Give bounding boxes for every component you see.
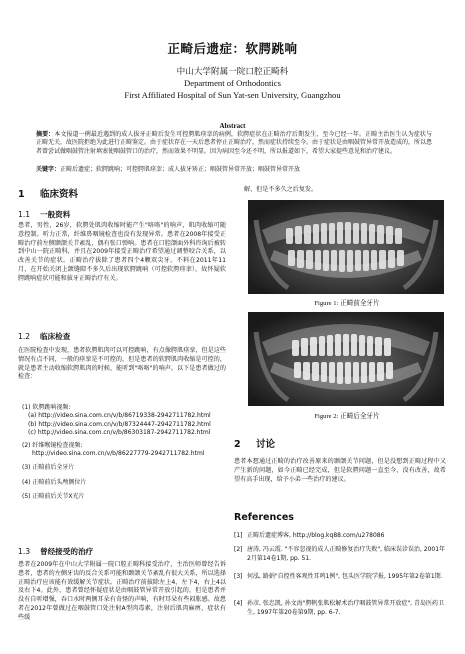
- abstract-heading: Abstract: [219, 122, 246, 130]
- affiliation-cn: 中山大学附属一院口腔正畸科: [176, 66, 289, 76]
- figure-2-caption: Figure 2: 正畸后全牙片: [314, 413, 380, 420]
- laryngoscope-video-link[interactable]: http://video.sina.com.cn/v/b/86227779-2942711782.html: [32, 450, 205, 458]
- list-item: (5) 正畸前后关节X光片: [22, 493, 85, 501]
- figure-1-xray: [248, 200, 444, 294]
- subsection-heading-1-1: 1.1 一般资料: [18, 210, 71, 219]
- references-heading: References: [234, 512, 294, 523]
- panoramic-xray-image: [248, 200, 444, 294]
- treatment-paragraph: 患者在2009年在中山大学附属一院口腔正畸科接受治疗，主治医师曾经告诉患者，患者的左侧牙齿的反合关系可能和颞颌关节紊乱有很大关系，所以选择正畸治疗应该能有效缓解关节症状。正畸治疗前拔除左上4、左下4，右上4以及右下4。此外，患者曾经怀疑症状是由咽鼓管异常开放引起的，但是患者并没有自听增强，吞口水时两侧耳朵有奇怪的声响，有时耳朵有些闷胀感。故患者在2012年曾做过在咽鼓管口处注射A型肉毒素，注射后肌肉麻痹，症状有些缓: [18, 561, 226, 621]
- hospital-en: First Affiliated Hospital of Sun Yat-sen University, Guangzhou: [124, 90, 341, 100]
- subsection-heading-1-3: 1.3 曾经接受的治疗: [18, 547, 94, 556]
- paper-title: 正畸后遗症：软腭跳响: [167, 41, 298, 56]
- clinical-exam-paragraph: 在医院检查中发现，患者软腭肌肉可以可控跳响，有点像腭肌痉挛，但是这些情况有点不同，一般的痉挛是不可控的，但是患者的软腭肌肉收缩是可控的，就是患者主动收缩软腭肌肉的时候，能听到"咯咯"的响声。以下是患者做过的检查：: [18, 347, 226, 381]
- reference-item: [4] 孙彦, 张忠凯, 孙文海"腭帆张肌松解术治疗咽鼓管异常开放症", 青岛医药卫生, 1997年第20卷第9期, pp. 6-7.: [234, 600, 444, 616]
- abstract-label: 摘要：: [36, 131, 55, 138]
- list-item: (4) 正畸前后头颅侧位片: [22, 478, 87, 486]
- subsection-heading-1-2: 1.2 临床检查: [18, 332, 71, 341]
- treatment-paragraph-continued: 解，但是不多久之后复发。: [244, 186, 318, 193]
- keywords-label: 关键字：: [36, 166, 61, 173]
- panoramic-xray-image: [248, 312, 444, 406]
- list-item: (1) 软腭跳响视频:: [22, 404, 71, 411]
- abstract-body: [36, 131, 432, 156]
- video-link-a[interactable]: (a) http://video.sina.com.cn/v/b/86719338-2942711782.html: [28, 412, 211, 420]
- reference-item: [1] 正畸后遗症博客, http://blog.kq88.com/u278086: [234, 532, 385, 539]
- list-item: (3) 正畸前后全牙片: [22, 464, 75, 472]
- department-en: Department of Orthodontics: [184, 78, 281, 88]
- figure-1-caption: Figure 1: 正畸前全牙片: [314, 300, 380, 307]
- section-heading-2: 2 讨论: [234, 439, 276, 450]
- keywords-text: 正畸后遗症；软腭跳响；可控腭肌痉挛；成人拔牙矫正；咽鼓管异常开放；咽鼓管异常开放: [60, 166, 301, 173]
- reference-item: [2] 唐涛, 冯云霞. "不容忽视的成人正畸修复治疗失败", 临床误诊误治, 2001年2月第14卷1期, pp. 51.: [234, 546, 446, 562]
- reference-item: [3] 何泓, 路娟"自控性客观性耳鸣1例", 包头医学院学报, 1995年第2卷第1期.: [234, 573, 443, 580]
- abstract-text: 本文报道一例最近遇到的成人拔牙正畸后发生可控腭肌痉挛的病例，软腭症状在正畸治疗后期发生，至今已经一年。正畸主治医生认为症状与正畸无关，故医院拒绝为此进行正畸鉴定。由于症状存在一天后患者停止正畸治疗，然而症状持续至今。由于症状是由咽鼓管异常开放造成的，所以患者曾尝试做咽鼓管注射填塞使咽鼓管口的治疗，然而效果不明显。因为病因至今还不明，所以报道如下，希望大家提些意见和治疗建议。: [36, 131, 433, 155]
- list-item: (2) 纤维喉镜检查视频:: [22, 441, 83, 449]
- general-info-paragraph: 患者，男性，26岁，软腭处肌肉收缩时能产生"咯咯"的响声，肌肉收缩可随意控制。听力正常，纤维鼻咽镜检查也没有发现异常。患者在2008年接受正畸治疗前左侧颞颌关节紊乱，偶有张口弹响。患者在口腔颌面外科咨询后被转到中山一院正畸科，并且在2009年接受正畸治疗希望通过调整咬合关系，以改善关节的症状。正畸治疗拔除了患者四个4颗双尖牙。不料在2011年11月，在开始关闭上颌缝隙不多久后出现软腭跳响（可控软腭痉挛），故怀疑软腭跳响症状可能和拔牙正畸治疗有关。: [18, 222, 226, 282]
- figure-2-xray: [248, 312, 444, 406]
- video-link-b[interactable]: (b) http://video.sina.com.cn/v/b/87324447-2942711782.html: [28, 420, 211, 428]
- exam-list: [22, 404, 232, 502]
- section-heading-1: 1 临床资料: [18, 189, 79, 200]
- video-link-c[interactable]: (c) http://video.sina.com.cn/v/b/86303187-2942711782.html: [28, 429, 211, 437]
- keywords: [36, 166, 432, 174]
- discussion-paragraph: 患者本想通过正畸的治疗改善原来的颞颌关节问题，但是没想到正畸过程中又产生新的问题，如今正畸已经完成，但是软腭问题一直至今，没有改善，故希望有高手出现，给予小弟一些治疗的建议。: [234, 458, 446, 483]
